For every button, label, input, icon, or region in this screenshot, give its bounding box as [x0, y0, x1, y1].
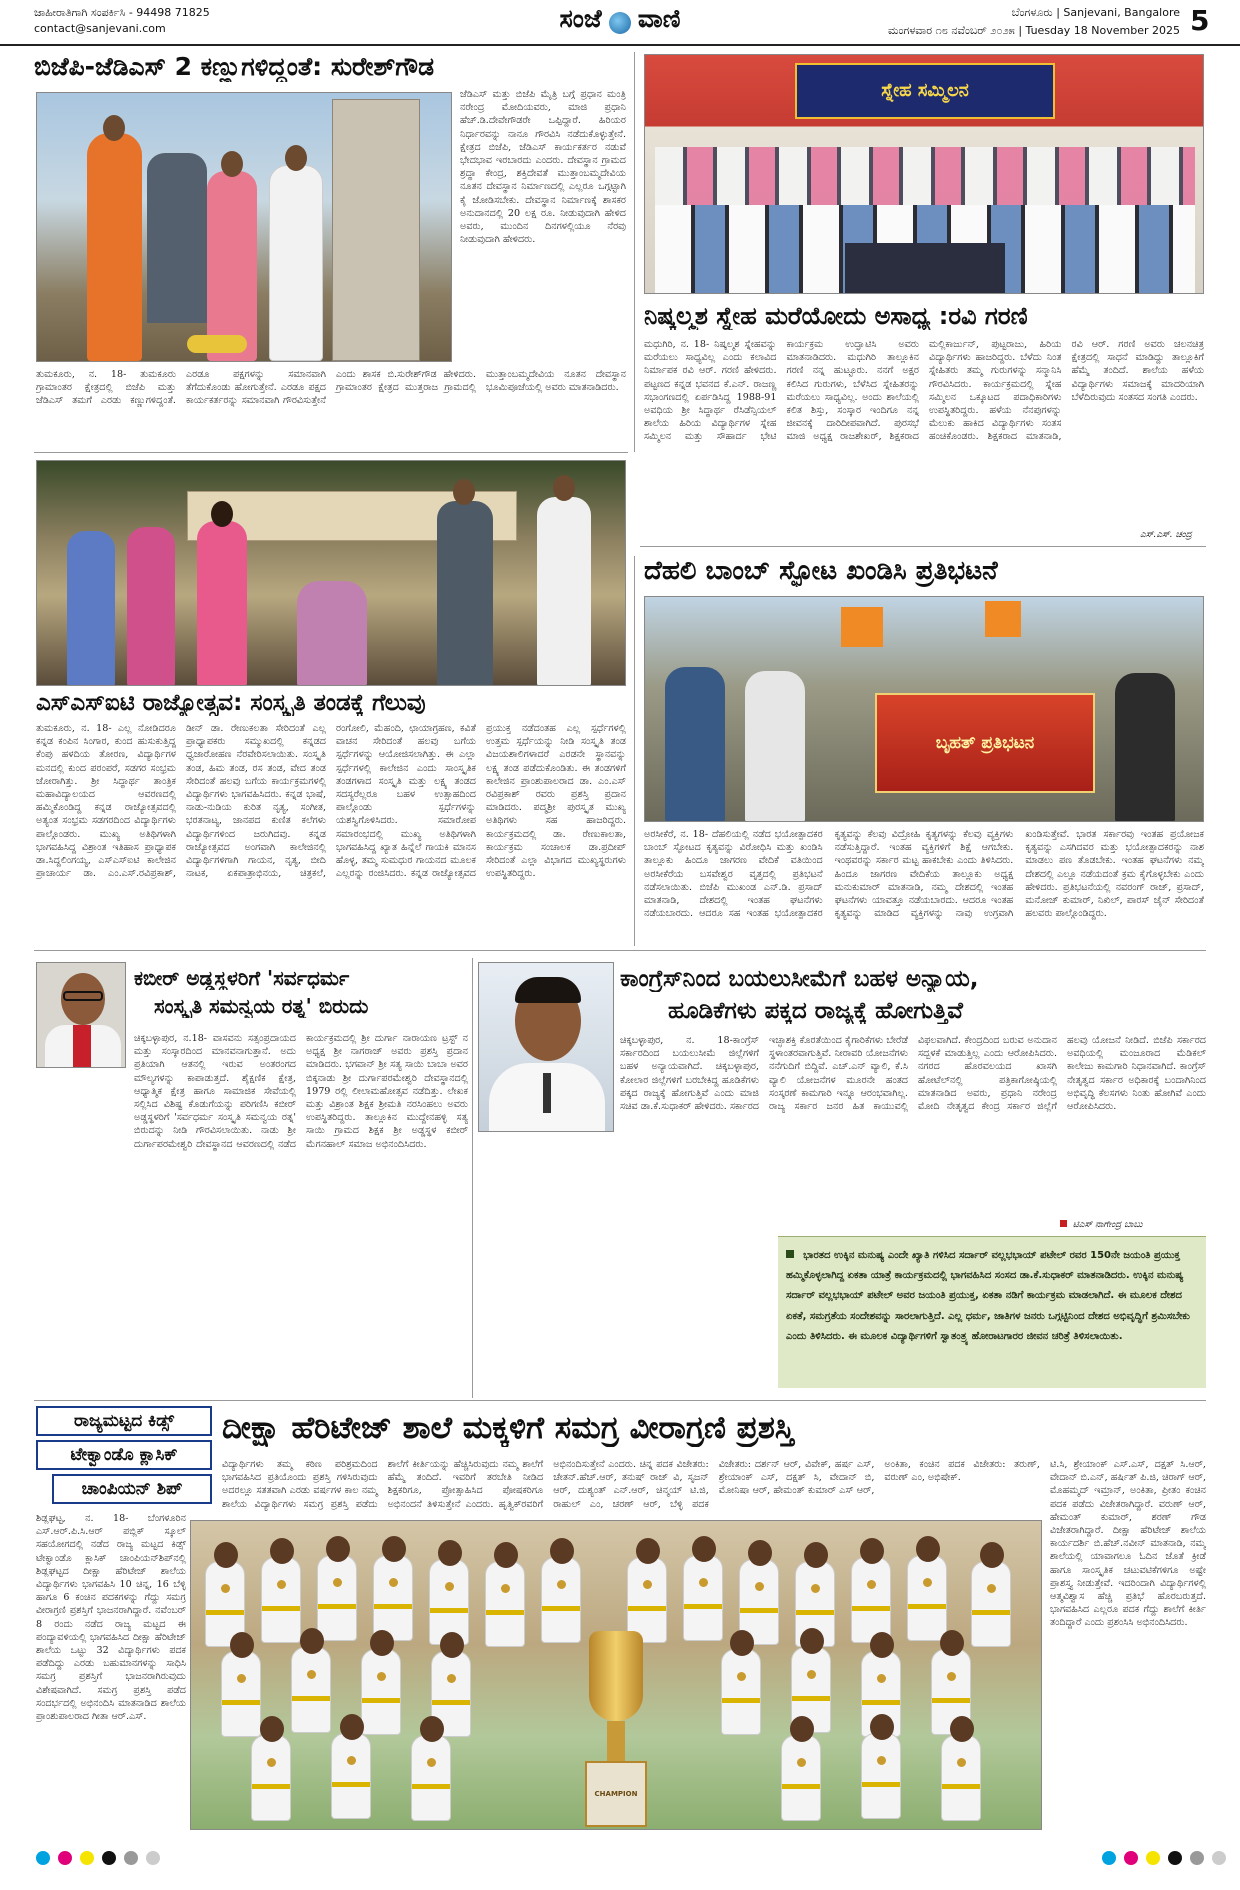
- article-1-headline: ಬಿಜೆಪಿ-ಜೆಡಿಎಸ್ 2 ಕಣ್ಣುಗಳಿದ್ದಂತೆ: ಸುರೇಶ್‌ಗೌಡ: [34, 52, 435, 81]
- woman-left-pink: [127, 527, 175, 686]
- reg-grey-dot-r1: [1190, 1851, 1204, 1865]
- saffron-flag-2: [985, 601, 1021, 637]
- saffron-flag-1: [841, 607, 883, 647]
- registration-marks-left: [36, 1850, 163, 1869]
- fruit-offering: [187, 335, 247, 353]
- temple-pillar: [332, 99, 420, 361]
- priest-figure: [87, 133, 142, 361]
- divider-mid-center: [634, 556, 635, 946]
- article-7-body-left: ಶಿಡ್ಲಘಟ್ಟ, ನ. 18- ಬೆಂಗಳೂರಿನ ಎಸ್.ಆರ್.ಪಿ.ಸಿ.ಆರ್ ಪಬ್ಲಿಕ್ ಸ್ಕೂಲ್ ಸಹಯೋಗದಲ್ಲಿ ನಡೆದ ರಾಜ್ಯ ಮಟ್ಟದ ಕಿಡ್ಸ್ ಟೇಕ್ವಾಂಡೊ ಕ್ಲಾಸಿಕ್ ಚಾಂಪಿಯನ್‌ಶಿಪ್‌ನಲ್ಲಿ ಶಿಡ್ಲಘಟ್ಟದ ದೀಕ್ಷಾ ಹೆರಿಟೇಜ್ ಶಾಲೆಯ ವಿದ್ಯಾರ್ಥಿಗಳು ಭಾಗವಹಿಸಿ 10 ಚಿನ್ನ, 16 ಬೆಳ್ಳಿ ಹಾಗೂ 6 ಕಂಚಿನ ಪದಕಗಳನ್ನು ಗೆದ್ದು ಸಮಗ್ರ ವೀರಾಗ್ರಣಿ ಪ್ರಶಸ್ತಿಗೆ ಭಾಜನರಾಗಿದ್ದಾರೆ. ನವೆಂಬರ್ 8 ರಂದು ನಡೆದ ರಾಜ್ಯ ಮಟ್ಟದ ಈ ಪಂದ್ಯಾವಳಿಯಲ್ಲಿ ಭಾಗವಹಿಸಿದ ದೀಕ್ಷಾ ಹೆರಿಟೇಜ್ ಶಾಲೆಯ ಒಟ್ಟು 32 ವಿದ್ಯಾರ್ಥಿಗಳು ಪದಕ ಪಡೆದಿದ್ದು ಎರಡು ಬಹುಮಾನಗಳನ್ನು ಸಾಧಿಸಿ ಸಮಗ್ರ ಪ್ರಶಸ್ತಿಗೆ ಭಾಜನರಾಗಿರುವುದು ವಿಶೇಷವಾಗಿದೆ. ಸಮಗ್ರ ಪ್ರಶಸ್ತಿ ಪಡೆದ ಸಂದರ್ಭದಲ್ಲಿ ಅಭಿನಂದಿಸಿ ಮಾತನಾಡಿದ ಶಾಲೆಯ ಪ್ರಾಂಶುಪಾಲರಾದ ಗೀತಾ ಆರ್.ಎಸ್.: [36, 1513, 186, 1723]
- article-6-portrait: [478, 962, 614, 1132]
- reg-cyan-dot: [36, 1851, 50, 1865]
- protester-vest: [745, 671, 805, 822]
- side-headline-2: ಟೇಕ್ವಾಂಡೊ ಕ್ಲಾಸಿಕ್: [36, 1440, 212, 1470]
- article-4-photo: [644, 596, 1204, 822]
- article-1-body-right: ಜೆಡಿಎಸ್ ಮತ್ತು ಬಿಜೆಪಿ ಮೈತ್ರಿ ಬಗ್ಗೆ ಪ್ರಧಾನ ಮಂತ್ರಿ ನರೇಂದ್ರ ಮೋದಿಯವರು, ಮಾಜಿ ಪ್ರಧಾನಿ ಹೆಚ್.ಡಿ.ದೇವೇಗೌಡರೇ ಒಪ್ಪಿದ್ದಾರೆ. ಹಿರಿಯರ ನಿರ್ಧಾರವನ್ನು ನಾನೂ ಗೌರವಿಸಿ ನಡೆದುಕೊಳ್ಳುತ್ತೇನೆ. ಕ್ಷೇತ್ರದ ಬಿಜೆಪಿ, ಜೆಡಿಎಸ್ ಕಾರ್ಯಕರ್ತರ ನಡುವೆ ಭೇದಭಾವ ಇರಬಾರದು ಎಂದರು. ದೇವಸ್ಥಾನ ಗ್ರಾಮದ ಶ್ರದ್ಧಾ ಕೇಂದ್ರ, ಶಕ್ತಿದೇವತೆ ಮುತ್ತಾಂಬಮ್ಮದೇವಿಯ ನೂತನ ದೇವಸ್ಥಾನ ನಿರ್ಮಾಣದಲ್ಲಿ ಎಲ್ಲರೂ ಒಗ್ಗಟ್ಟಾಗಿ ಕೈ ಜೋಡಿಸಬೇಕು. ದೇವಸ್ಥಾನ ನಿರ್ಮಾಣಕ್ಕೆ ಶಾಸಕರ ಅನುದಾನದಲ್ಲಿ 20 ಲಕ್ಷ ರೂ. ನೀಡುವುದಾಗಿ ಹೇಳಿದ ಅವರು, ಮುಂದಿನ ದಿನಗಳಲ್ಲಿಯೂ ನೆರವು ನೀಡುವುದಾಗಿ ಹೇಳಿದರು.: [460, 89, 626, 246]
- page-number: 5: [1190, 4, 1210, 37]
- date-line: ಮಂಗಳವಾರ ೧೮ ನವೆಂಬರ್ ೨೦೨೫ | Tuesday 18 November 2025: [888, 24, 1180, 37]
- city-name: ಬೆಂಗಳೂರು: [1011, 6, 1053, 19]
- logo-text-right: ವಾಣಿ: [637, 4, 681, 33]
- article-7-headline: ದೀಕ್ಷಾ ಹೆರಿಟೇಜ್ ಶಾಲೆ ಮಕ್ಕಳಿಗೆ ಸಮಗ್ರ ವೀರಾಗ್ರಣಿ ಪ್ರಶಸ್ತಿ: [222, 1410, 795, 1446]
- article-2-body: ಮಧುಗಿರಿ, ನ. 18- ನಿಷ್ಕಲ್ಮಶ ಸ್ನೇಹವನ್ನು ಮರೆಯಲು ಸಾಧ್ಯವಿಲ್ಲ ಎಂದು ಕಲಾವಿದ ನಿರ್ಮಾಪಕ ರವಿ ಆರ್. ಗರಣಿ ಹೇಳಿದರು. ಪಟ್ಟಣದ ಕನ್ನಡ ಭವನದ ಕೆ.ಎನ್. ರಾಜಣ್ಣ ಸಭಾಂಗಣದಲ್ಲಿ ಏರ್ಪಡಿಸಿದ್ದ 1988-91 ಅವಧಿಯ ಶ್ರೀ ಸಿದ್ಧಾರ್ಥ ರೆಸಿಡೆನ್ಸಿಯಲ್ ಶಾಲೆಯ ಹಿರಿಯ ವಿದ್ಯಾರ್ಥಿಗಳ ಸ್ನೇಹ ಸಮ್ಮಿಲನ ಮತ್ತು ಸೌಹಾರ್ದ ಭೇಟಿ ಕಾರ್ಯಕ್ರಮ ಉದ್ಘಾಟಿಸಿ ಅವರು ಮಾತನಾಡಿದರು. ಮಧುಗಿರಿ ತಾಲ್ಲೂಕಿನ ಗರಣಿ ನನ್ನ ಹುಟ್ಟೂರು. ನನಗೆ ಅಕ್ಷರ ಕಲಿಸಿದ ಗುರುಗಳು, ಬೆಳೆಸಿದ ಸ್ನೇಹಿತರನ್ನು ಮರೆಯಲು ಸಾಧ್ಯವಿಲ್ಲ. ಅಂದು ಶಾಲೆಯಲ್ಲಿ ಕಲಿತ ಶಿಸ್ತು, ಸಂಸ್ಕಾರ ಇಂದಿಗೂ ನನ್ನ ಜೀವನಕ್ಕೆ ದಾರಿದೀಪವಾಗಿದೆ. ಪುರಸಭೆ ಮಾಜಿ ಅಧ್ಯಕ್ಷ ರಾಜಶೇಖರ್, ಶಿಕ್ಷಕರಾದ ಮಲ್ಲಿಕಾರ್ಜುನ್, ಪುಟ್ಟರಾಜು, ಹಿರಿಯ ವಿದ್ಯಾರ್ಥಿಗಳು ಹಾಜರಿದ್ದರು. ಬೆಳೆದು ನಿಂತ ಸ್ನೇಹಿತರು ತಮ್ಮ ಗುರುಗಳನ್ನು ಸನ್ಮಾನಿಸಿ ಗೌರವಿಸಿದರು. ಕಾರ್ಯಕ್ರಮದಲ್ಲಿ ಸ್ನೇಹ ಸಮ್ಮಿಲನ ಒಕ್ಕೂಟದ ಪದಾಧಿಕಾರಿಗಳು ಉಪಸ್ಥಿತರಿದ್ದರು. ಹಳೆಯ ನೆನಪುಗಳನ್ನು ಮೆಲುಕು ಹಾಕಿದ ವಿದ್ಯಾರ್ಥಿಗಳು ಸಂತಸ ಹಂಚಿಕೊಂಡರು. ಶಿಕ್ಷಕರಾದ ಮಾತನಾಡಿ, ರವಿ ಆರ್. ಗರಣಿ ಅವರು ಚಲನಚಿತ್ರ ಕ್ಷೇತ್ರದಲ್ಲಿ ಸಾಧನೆ ಮಾಡಿದ್ದು ತಾಲ್ಲೂಕಿಗೆ ಹೆಮ್ಮೆ ತಂದಿದೆ. ಶಾಲೆಯ ಹಳೆಯ ವಿದ್ಯಾರ್ಥಿಗಳು ಸಮಾಜಕ್ಕೆ ಮಾದರಿಯಾಗಿ ಬೆಳೆದಿರುವುದು ಸಂತಸದ ಸಂಗತಿ ಎಂದರು.: [644, 339, 1204, 443]
- article-5-portrait: [36, 962, 126, 1068]
- priest-head: [103, 115, 125, 141]
- student-mid-3: [361, 1649, 401, 1735]
- man-white-head: [285, 145, 307, 171]
- speaker-hair: [515, 977, 581, 1003]
- woman-left-blue: [67, 531, 115, 686]
- edition-line: ಬೆಂಗಳೂರು | Sanjevani, Bangalore: [1011, 6, 1180, 19]
- reg-grey-dot-1: [124, 1851, 138, 1865]
- student-back-9: [683, 1555, 723, 1641]
- article-5-headline-1: ಕಬೀರ್ ಅಡ್ಡಸ್ಥಳರಿಗೆ 'ಸರ್ವಧರ್ಮ: [134, 966, 350, 990]
- article-6-headline-1: ಕಾಂಗ್ರೆಸ್‌ನಿಂದ ಬಯಲುಸೀಮೆಗೆ ಬಹಳ ಅನ್ಯಾಯ,: [620, 966, 979, 992]
- protester-left: [665, 667, 725, 822]
- article-1-body-bottom: ತುಮಕೂರು, ನ. 18- ತುಮಕೂರು ಗ್ರಾಮಾಂತರ ಕ್ಷೇತ್ರದಲ್ಲಿ ಬಿಜೆಪಿ ಮತ್ತು ಜೆಡಿಎಸ್ ತಮಗೆ ಎರಡು ಕಣ್ಣುಗಳಿದ್ದಂತೆ. ಎರಡೂ ಪಕ್ಷಗಳನ್ನು ಸಮಾನವಾಗಿ ತೆಗೆದುಕೊಂಡು ಹೋಗುತ್ತೇನೆ. ಎರಡೂ ಪಕ್ಷದ ಕಾರ್ಯಕರ್ತರನ್ನು ಸಮಾನವಾಗಿ ಗೌರವಿಸುತ್ತೇನೆ ಎಂದು ಶಾಸಕ ಬಿ.ಸುರೇಶ್‌ಗೌಡ ಹೇಳಿದರು. ಗ್ರಾಮಾಂತರ ಕ್ಷೇತ್ರದ ಮುತ್ತರಾಜ ಗ್ರಾಮದಲ್ಲಿ ಮುತ್ತಾಂಬಮ್ಮದೇವಿಯ ನೂತನ ದೇವಸ್ಥಾನ ಭೂಮಿಪೂಜೆಯಲ್ಲಿ ಅವರು ಮಾತನಾಡಿದರು.: [36, 369, 626, 407]
- article-7-body-right: ಟಿ.ಸಿ, ಶ್ರೇಯಾಂಕ್ ಎಸ್.ಎಸ್, ದಕ್ಷತ್ ಸಿ.ಆರ್, ವೇದಾನ್ ಬಿ.ಎನ್, ಹರ್ಷಿತ್ ಪಿ.ಜಿ, ಚಿರಾಗ್ ಆರ್, ಮೊಹಮ್ಮದ್ ಇಮ್ರಾನ್, ಅಂಕಿತಾ, ಪ್ರೀತಂ ಕಂಚಿನ ಪದಕ ಪಡೆದು ವಿಜೇತರಾಗಿದ್ದಾರೆ. ವರುಣ್ ಆರ್, ಹೇಮಂತ್ ಕುಮಾರ್, ಶರಣ್ ಗೌಡ ವಿಜೇತರಾಗಿದ್ದಾರೆ. ದೀಕ್ಷಾ ಹೆರಿಟೇಜ್ ಶಾಲೆಯ ಕಾರ್ಯದರ್ಶಿ ಬಿ.ಹೆಚ್.ನವೀನ್ ಮಾತನಾಡಿ, ನಮ್ಮ ಶಾಲೆಯಲ್ಲಿ ಯಾವಾಗಲೂ ಓದಿನ ಜೊತೆ ಕ್ರೀಡೆ ಹಾಗೂ ಸಾಂಸ್ಕೃತಿಕ ಚಟುವಟಿಕೆಗಳಿಗೂ ಅಷ್ಟೇ ಪ್ರಾಶಸ್ತ್ಯ ನೀಡುತ್ತೇವೆ. ಇದರಿಂದಾಗಿ ವಿದ್ಯಾರ್ಥಿಗಳಲ್ಲಿ ಆತ್ಮವಿಶ್ವಾಸ ಹೆಚ್ಚಿ ಪ್ರತಿಭೆ ಹೊರಬರುತ್ತದೆ. ಭಾಗವಹಿಸಿದ ಎಲ್ಲರೂ ಪದಕ ಗೆದ್ದು ಶಾಲೆಗೆ ಕೀರ್ತಿ ತಂದಿದ್ದಾರೆ ಎಂದು ಪ್ರಶಂಸಿಸಿ ಅಭಿನಂದಿಸಿದರು.: [1050, 1459, 1206, 1629]
- student-back-13: [907, 1555, 947, 1641]
- notice-text: ಭಾರತದ ಉಕ್ಕಿನ ಮನುಷ್ಯ ಎಂದೇ ಖ್ಯಾತಿ ಗಳಿಸಿದ ಸರ್ದಾರ್ ವಲ್ಲಭಭಾಯ್ ಪಟೇಲ್ ರವರ 150ನೇ ಜಯಂತಿ ಪ್ರಯುಕ್ತ ಹಮ್ಮಿಕೊಳ್ಳಲಾಗಿದ್ದ ಏಕತಾ ಯಾತ್ರೆ ಕಾರ್ಯಕ್ರಮದಲ್ಲಿ ಭಾಗವಹಿಸಿದ ಸಂಸದ ಡಾ.ಕೆ.ಸುಧಾಕರ್ ಮಾತನಾಡಿದರು. ಉಕ್ಕಿನ ಮನುಷ್ಯ ಸರ್ದಾರ್ ವಲ್ಲಭಭಾಯ್ ಪಟೇಲ್ ಅವರ ಜಯಂತಿ ಪ್ರಯುಕ್ತ, ಏಕತಾ ನಡಿಗೆ ಕಾರ್ಯಕ್ರಮ ಮಾಡಲಾಗಿದೆ. ಈ ಮೂಲಕ ದೇಶದ ಏಕತೆ, ಸಮಗ್ರತೆಯ ಸಂದೇಶವನ್ನು ಸಾರಲಾಗುತ್ತಿದೆ. ಎಲ್ಲ ಧರ್ಮ, ಜಾತಿಗಳ ಜನರು ಒಗ್ಗಟ್ಟಿನಿಂದ ದೇಶದ ಅಭಿವೃದ್ಧಿಗೆ ಶ್ರಮಿಸಬೇಕು ಎಂದು ತಿಳಿಸಿದರು. ಈ ಮೂಲಕ ವಿದ್ಯಾರ್ಥಿಗಳಿಗೆ ಸ್ವಾತಂತ್ರ್ಯ ಹೋರಾಟಗಾರರ ಜೀವನ ಚರಿತ್ರೆ ತಿಳಿಸಲಾಯಿತು.: [786, 1250, 1190, 1342]
- event-banner: [795, 63, 1055, 119]
- woman-saree-1: [197, 521, 247, 686]
- man-grey-head: [453, 479, 475, 505]
- student-front-5: [861, 1733, 901, 1819]
- article-7-group-photo: [190, 1520, 1042, 1830]
- notice-square-icon: [786, 1250, 794, 1258]
- article-1-photo: [36, 92, 452, 362]
- woman-seated: [297, 581, 367, 686]
- globe-icon: [609, 12, 631, 34]
- article-2-byline: ಎಸ್.ಎಸ್. ಚಂದ್ರ: [1140, 530, 1192, 540]
- article-2-photo: [644, 54, 1204, 294]
- man-white-right-head: [553, 475, 575, 501]
- man-grey-shirt: [437, 501, 493, 686]
- banner-text: ಸ್ನೇಹ ಸಮ್ಮಿಲನ: [881, 80, 969, 101]
- reg-cyan-dot-r: [1102, 1851, 1116, 1865]
- man-white-shirt: [269, 165, 323, 361]
- protest-banner: [875, 693, 1095, 793]
- reg-grey-dot-r2: [1212, 1851, 1226, 1865]
- article-3-body: ತುಮಕೂರು, ನ. 18- ಎಲ್ಲ ನೋಡಿದರೂ ಕನ್ನಡ ಕಂಪಿನ ಸಿಂಗಾರ, ಕುಂದ ಹುಸುಕುತ್ತಿದ್ದ ಕೆಂಪು ಹಳದಿಯ ತೋರಣ, ವಿದ್ಯಾರ್ಥಿಗಳ ಮನದಲ್ಲಿ ಕುಂದ ಪರಂಪರೆ, ಸಡಗರ ಸಂಭ್ರಮ ಜೋರಾಗಿತ್ತು. ಶ್ರೀ ಸಿದ್ಧಾರ್ಥ ತಾಂತ್ರಿಕ ಮಹಾವಿದ್ಯಾಲಯದ ಆವರಣದಲ್ಲಿ ಹಮ್ಮಿಕೊಂಡಿದ್ದ ಕನ್ನಡ ರಾಜ್ಯೋತ್ಸವದಲ್ಲಿ ಅತ್ಯಂತ ಸಂಭ್ರಮ ಸಡಗರದಿಂದ ವಿದ್ಯಾರ್ಥಿಗಳು ಪಾಲ್ಗೊಂಡರು. ಮುಖ್ಯ ಅತಿಥಿಗಳಾಗಿ ಭಾಗವಹಿಸಿದ್ದ ವಿಶ್ರಾಂತ ಇತಿಹಾಸ ಪ್ರಾಧ್ಯಾಪಕ ಡಾ.ಸಿದ್ದಲಿಂಗಯ್ಯ, ಎಸ್‌ಎಸ್‌ಐಟಿ ಕಾಲೇಜಿನ ಪ್ರಾಚಾರ್ಯ ಡಾ. ಎಂ.ಎಸ್.ರವಿಪ್ರಕಾಶ್, ಡೀನ್ ಡಾ. ರೇಣುಕಲತಾ ಸೇರಿದಂತೆ ಎಲ್ಲ ಪ್ರಾಧ್ಯಾಪಕರು ಸಮ್ಮುಖದಲ್ಲಿ ಕನ್ನಡದ ಧ್ವಜಾರೋಹಣ ನೆರವೇರಿಸಲಾಯಿತು. ಸಂಸ್ಕೃತಿ ತಂಡ, ಹಿಮ ತಂಡ, ರಸ ತಂಡ, ವೇದ ತಂಡ ಸೇರಿದಂತೆ ಹಲವು ಬಗೆಯ ಕಾರ್ಯಕ್ರಮಗಳಲ್ಲಿ ವಿದ್ಯಾರ್ಥಿಗಳು ಭಾಗವಹಿಸಿದರು. ಕನ್ನಡ ಭಾಷೆ, ನಾಡು-ನುಡಿಯ ಕುರಿತ ನೃತ್ಯ, ಸಂಗೀತ, ಭರತನಾಟ್ಯ, ಜಾನಪದ ಕುಣಿತ ಕಲೆಗಳು ವಿದ್ಯಾರ್ಥಿಗಳಿಂದ ಜರುಗಿದವು. ಕನ್ನಡ ರಾಜ್ಯೋತ್ಸವದ ಅಂಗವಾಗಿ ಕಾಲೇಜಿನಲ್ಲಿ ವಿದ್ಯಾರ್ಥಿಗಳಿಗಾಗಿ ಗಾಯನ, ನೃತ್ಯ, ಬೀದಿ ನಾಟಕ, ಏಕಪಾತ್ರಾಭಿನಯ, ಚಿತ್ರಕಲೆ, ರಂಗೋಲಿ, ಮೆಹಂದಿ, ಛಾಯಾಗ್ರಹಣ, ಕವಿತೆ ವಾಚನ ಸೇರಿದಂತೆ ಹಲವು ಬಗೆಯ ಸ್ಪರ್ಧೆಗಳನ್ನು ಆಯೋಜಿಸಲಾಗಿತ್ತು. ಈ ಎಲ್ಲಾ ಸ್ಪರ್ಧೆಗಳಲ್ಲಿ ಕಾಲೇಜಿನ ಎಂದು ಸಾಂಸ್ಕೃತಿಕ ತಂಡಗಳಾದ ಸಂಸ್ಕೃತಿ ಮತ್ತು ಲಕ್ಷ್ಯ ತಂಡದ ಸದಸ್ಯರೆಲ್ಲರೂ ಬಹಳ ಉತ್ಸಾಹದಿಂದ ಪಾಲ್ಗೊಂಡು ಸ್ಪರ್ಧೆಗಳನ್ನು ಯಶಸ್ವಿಗೊಳಿಸಿದರು. ಸಮಾರೋಪ ಸಮಾರಂಭದಲ್ಲಿ ಮುಖ್ಯ ಅತಿಥಿಗಳಾಗಿ ಭಾಗವಹಿಸಿದ್ದ ಖ್ಯಾತ ಹಿನ್ನೆಲೆ ಗಾಯಕಿ ಮಾನಸ ಹೊಳ್ಳ, ತಮ್ಮ ಸುಮಧುರ ಗಾಯನದ ಮೂಲಕ ಎಲ್ಲರನ್ನು ರಂಜಿಸಿದರು. ಕನ್ನಡ ರಾಜ್ಯೋತ್ಸವದ ಪ್ರಯುಕ್ತ ನಡೆದಂತಹ ಎಲ್ಲ ಸ್ಪರ್ಧೆಗಳಲ್ಲಿ ಉತ್ತಮ ಸ್ಪರ್ಧೆಯನ್ನು ನೀಡಿ ಸಂಸ್ಕೃತಿ ತಂಡ ವಿಜಯಶಾಲಿಗಳಾದರೆ ಎರಡನೇ ಸ್ಥಾನವನ್ನು ಲಕ್ಷ್ಯ ತಂಡ ಪಡೆದುಕೊಂಡಿತು. ಈ ತಂಡಗಳಿಗೆ ಕಾಲೇಜಿನ ಪ್ರಾಂಶುಪಾಲರಾದ ಡಾ. ಎಂ.ಎಸ್ ರವಿಪ್ರಕಾಶ್ ರವರು ಪ್ರಶಸ್ತಿ ಪ್ರದಾನ ಮಾಡಿದರು. ಪದ್ಮಶ್ರೀ ಪುರಸ್ಕೃತ ಮುಖ್ಯ ಅತಿಥಿಗಳು ಸಹ ಹಾಜರಿದ್ದರು. ಕಾರ್ಯಕ್ರಮದಲ್ಲಿ ಡಾ. ರೇಣುಕಾಲತಾ, ಕಾರ್ಯಕ್ರಮ ಸಂಚಾಲಕ ಡಾ.ಪ್ರದೀಪ್ ಸೇರಿದಂತೆ ಎಲ್ಲಾ ವಿಭಾಗದ ಮುಖ್ಯಸ್ಥರುಗಳು ಉಪಸ್ಥಿತರಿದ್ದರು.: [36, 723, 626, 880]
- reg-black-dot: [102, 1851, 116, 1865]
- student-mid-1: [221, 1651, 261, 1737]
- logo-text-left: ಸಂಜೆ: [559, 4, 602, 33]
- article-6-byline-text: ಟಿಎಸ್ ನಾಗೇಂದ್ರ ಬಾಬು: [1072, 1220, 1143, 1230]
- man-pink-shirt: [207, 171, 257, 361]
- divider-a2-a4: [640, 546, 1206, 547]
- reg-yellow-dot-r: [1146, 1851, 1160, 1865]
- student-front-3: [411, 1735, 451, 1821]
- article-7-body-top: ವಿದ್ಯಾರ್ಥಿಗಳು ತಮ್ಮ ಕಠಿಣ ಪರಿಶ್ರಮದಿಂದ ಭಾಗವಹಿಸಿದ ಪ್ರತಿಯೊಂದು ಪ್ರಶಸ್ತಿ ಗಳಿಸಿರುವುದು ಅದರಲ್ಲೂ ಸತತವಾಗಿ ಎರಡು ವರ್ಷಗಳ ಕಾಲ ನಮ್ಮ ಶಾಲೆಯ ವಿದ್ಯಾರ್ಥಿಗಳು ಸಮಗ್ರ ಪ್ರಶಸ್ತಿ ಪಡೆದು ಶಾಲೆಗೆ ಕೀರ್ತಿಯನ್ನು ಹೆಚ್ಚಿಸಿರುವುದು ನಮ್ಮ ಶಾಲೆಗೆ ಹೆಮ್ಮೆ ತಂದಿದೆ. ಇವರಿಗೆ ತರಬೇತಿ ನೀಡಿದ ಶಿಕ್ಷಕರಿಗೂ, ಪ್ರೋತ್ಸಾಹಿಸಿದ ಪೋಷಕರಿಗೂ ಅಭಿನಂದನೆ ತಿಳಿಸುತ್ತೇನೆ ಎಂದರು. ಹೃತ್ವಿಕ್‌ರವರಿಗೆ ಅಭಿನಂದಿಸುತ್ತೇನೆ ಎಂದರು. ಚಿನ್ನ ಪದಕ ವಿಜೇತರು: ಚೇತನ್.ಹೆಚ್.ಆರ್, ತನುಷ್ ರಾಜ್ ವಿ, ಸೃಜನ್ ಆರ್, ದುಶ್ಯಂತ್ ಎನ್.ಆರ್, ಚಿನ್ಮಯ್ ಟಿ.ಜಿ, ರಾಹುಲ್ ಎಂ, ಚರಣ್ ಆರ್, ಬೆಳ್ಳಿ ಪದಕ ವಿಜೇತರು: ದರ್ಶನ್ ಆರ್, ವಿವೇಕ್, ಹರ್ಷ ಎಸ್, ಶ್ರೇಯಾಂಕ್ ಎಸ್, ದಕ್ಷತ್ ಸಿ, ವೇದಾನ್ ಬಿ, ಮೋನಿಷಾ ಆರ್, ಹೇಮಂತ್ ಕುಮಾರ್ ಎಸ್ ಆರ್, ಅಂಕಿತಾ, ಕಂಚಿನ ಪದಕ ವಿಜೇತರು: ತರುಣ್, ವರುಣ್ ಎಂ, ಅಭಿಷೇಕ್.: [222, 1459, 1040, 1510]
- side-headline-1: ರಾಜ್ಯಮಟ್ಟದ ಕಿಡ್ಸ್: [36, 1406, 212, 1436]
- divider-top-center: [634, 52, 635, 452]
- article-3-headline: ಎಸ್‌ಎಸ್‌ಐಟಿ ರಾಜ್ಯೋತ್ಸವ: ಸಂಸ್ಕೃತಿ ತಂಡಕ್ಕೆ ಗೆಲುವು: [36, 690, 426, 716]
- article-3-photo: [36, 460, 626, 686]
- newspaper-logo: [530, 4, 710, 40]
- student-back-4: [373, 1555, 413, 1641]
- article-6-byline: [1060, 1220, 1142, 1230]
- student-front-4: [781, 1735, 821, 1821]
- student-mid-5: [721, 1649, 761, 1735]
- student-back-6: [485, 1561, 525, 1647]
- protester-right: [1115, 673, 1175, 822]
- reg-magenta-dot-r: [1124, 1851, 1138, 1865]
- side-headline-3: ಚಾಂಪಿಯನ್ ಶಿಪ್: [52, 1474, 212, 1504]
- student-mid-2: [291, 1647, 331, 1733]
- reg-magenta-dot: [58, 1851, 72, 1865]
- reg-black-dot-r: [1168, 1851, 1182, 1865]
- article-5-body: ಚಿಕ್ಕಬಳ್ಳಾಪುರ, ನ.18- ವಾಸವನು ಸತ್ಸಂಪ್ರದಾಯದ ಮತ್ತು ಸಂಸ್ಕಾರದಿಂದ ಮಾನವನಾಗುತ್ತಾನೆ. ಅದು ಪ್ರತಿಯಾಗಿ ಆತನಲ್ಲಿ ಇರುವ ಅಂತರಂಗದ ಮೌಲ್ಯಗಳನ್ನು ಕಾಪಾಡುತ್ತದೆ. ಶೈಕ್ಷಣಿಕ ಕ್ಷೇತ್ರ, ಆಧ್ಯಾತ್ಮಿಕ ಕ್ಷೇತ್ರ ಹಾಗೂ ಸಾಮಾಜಿಕ ಸೇವೆಯಲ್ಲಿ ಸಲ್ಲಿಸಿದ ವಿಶಿಷ್ಟ ಕೊಡುಗೆಯನ್ನು ಪರಿಗಣಿಸಿ ಕಬೀರ್ ಅಡ್ಡಸ್ಥಳರಿಗೆ 'ಸರ್ವಧರ್ಮ ಸಂಸ್ಕೃತಿ ಸಮನ್ವಯ ರತ್ನ' ಬಿರುದನ್ನು ನೀಡಿ ಗೌರವಿಸಲಾಯಿತು. ನಾಡು ಶ್ರೀ ದುರ್ಗಾಪರಮೇಶ್ವರಿ ದೇವಸ್ಥಾನದ ಆವರಣದಲ್ಲಿ ನಡೆದ ಕಾರ್ಯಕ್ರಮದಲ್ಲಿ ಶ್ರೀ ದುರ್ಗಾ ನಾರಾಯಣ ಟ್ರಸ್ಟ್ ನ ಅಧ್ಯಕ್ಷ ಶ್ರೀ ನಾಗರಾಜ್ ಅವರು ಪ್ರಶಸ್ತಿ ಪ್ರದಾನ ಮಾಡಿದರು. ಭಗವಾನ್ ಶ್ರೀ ಸತ್ಯ ಸಾಯಿ ಬಾಬಾ ಅವರ ಬಿಕ್ಕನಾಡು ಶ್ರೀ ದುರ್ಗಾಪರಮೇಶ್ವರಿ ದೇವಸ್ಥಾನದಲ್ಲಿ 1979 ರಲ್ಲಿ ಲೀಲಾಮಹೋತ್ಸವ ನಡೆದಿತ್ತು. ಲೇಖಕ ಮತ್ತು ವಿಶ್ರಾಂತ ಶಿಕ್ಷಕ ಶ್ರೀಮತಿ ನರಸಿಂಹಲು ಅವರು ಉಪಸ್ಥಿತರಿದ್ದರು. ತಾಲ್ಲೂಕಿನ ಮುದ್ದೇನಹಳ್ಳಿ ಸತ್ಯ ಸಾಯಿ ಗ್ರಾಮದ ಶಿಕ್ಷಕ ಶ್ರೀ ಅಡ್ಡಸ್ಥಳ ಕಬೀರ್ ಮೆಗನಹಾಲ್ ಸಮಾಜ ಅಭಿನಂದಿಸಿದರು.: [134, 1033, 468, 1150]
- reg-grey-dot-2: [146, 1851, 160, 1865]
- protest-banner-text: ಬೃಹತ್ ಪ್ರತಿಭಟನ: [935, 733, 1035, 753]
- article-5-body-left-col: [36, 1074, 126, 1392]
- student-front-1: [251, 1735, 291, 1821]
- microphone-icon: [543, 1073, 551, 1113]
- trophy-icon: [581, 1631, 651, 1827]
- trophy-label: CHAMPION: [594, 1790, 638, 1798]
- date-kannada: ಮಂಗಳವಾರ ೧೮ ನವೆಂಬರ್ ೨೦೨೫: [888, 24, 1015, 37]
- student-back-14: [971, 1561, 1011, 1647]
- article-6-body: ಚಿಕ್ಕಬಳ್ಳಾಪುರ, ನ. 18-ಕಾಂಗ್ರೆಸ್ ಸರ್ಕಾರದಿಂದ ಬಯಲುಸೀಮೆ ಜಿಲ್ಲೆಗಳಿಗೆ ಬಹಳ ಅನ್ಯಾಯವಾಗಿದೆ. ಚಿಕ್ಕಬಳ್ಳಾಪುರ, ಕೋಲಾರ ಜಿಲ್ಲೆಗಳಿಗೆ ಬರಬೇಕಿದ್ದ ಹೂಡಿಕೆಗಳು ಪಕ್ಕದ ರಾಜ್ಯಕ್ಕೆ ಹೋಗುತ್ತಿವೆ ಎಂದು ಮಾಜಿ ಸಚಿವ ಡಾ.ಕೆ.ಸುಧಾಕರ್ ಹೇಳಿದರು. ಸರ್ಕಾರದ ಇಚ್ಛಾಶಕ್ತಿ ಕೊರತೆಯಿಂದ ಕೈಗಾರಿಕೆಗಳು ಬೇರೆಡೆ ಸ್ಥಳಾಂತರವಾಗುತ್ತಿವೆ. ನೀರಾವರಿ ಯೋಜನೆಗಳು ನನೆಗುದಿಗೆ ಬಿದ್ದಿವೆ. ಎಚ್.ಎನ್ ವ್ಯಾಲಿ, ಕೆ.ಸಿ ವ್ಯಾಲಿ ಯೋಜನೆಗಳ ಮೂರನೇ ಹಂತದ ಸಂಸ್ಕರಣೆ ಕಾಮಗಾರಿ ಇನ್ನೂ ಆರಂಭವಾಗಿಲ್ಲ. ರಾಜ್ಯ ಸರ್ಕಾರ ಜನರ ಹಿತ ಕಾಯುವಲ್ಲಿ ವಿಫಲವಾಗಿದೆ. ಕೇಂದ್ರದಿಂದ ಬರುವ ಅನುದಾನ ಸದ್ಬಳಕೆ ಮಾಡುತ್ತಿಲ್ಲ ಎಂದು ಆರೋಪಿಸಿದರು. ನಗರದ ಹೊರವಲಯದ ಖಾಸಗಿ ಹೋಟೆಲ್‌ನಲ್ಲಿ ಪತ್ರಿಕಾಗೋಷ್ಠಿಯಲ್ಲಿ ಮಾತನಾಡಿದ ಅವರು, ಪ್ರಧಾನಿ ನರೇಂದ್ರ ಮೋದಿ ನೇತೃತ್ವದ ಕೇಂದ್ರ ಸರ್ಕಾರ ಜಿಲ್ಲೆಗೆ ಹಲವು ಯೋಜನೆ ನೀಡಿದೆ. ಬಿಜೆಪಿ ಸರ್ಕಾರದ ಅವಧಿಯಲ್ಲಿ ಮಂಜೂರಾದ ಮೆಡಿಕಲ್ ಕಾಲೇಜು ಕಾಮಗಾರಿ ನಿಧಾನವಾಗಿದೆ. ಕಾಂಗ್ರೆಸ್ ನೇತೃತ್ವದ ಸರ್ಕಾರ ಅಧಿಕಾರಕ್ಕೆ ಬಂದಾಗಿನಿಂದ ಅಭಿವೃದ್ಧಿ ಕೆಲಸಗಳು ನಿಂತು ಹೋಗಿವೆ ಎಂದು ಆರೋಪಿಸಿದರು.: [620, 1035, 1206, 1113]
- article-4-headline: ದೆಹಲಿ ಬಾಂಬ್ ಸ್ಫೋಟ ಖಂಡಿಸಿ ಪ್ರತಿಭಟನೆ: [644, 556, 998, 586]
- woman-1-head: [211, 501, 233, 527]
- divider-a1-a3: [34, 452, 628, 453]
- student-back-2: [261, 1557, 301, 1643]
- divider-a5-a6: [472, 958, 473, 1398]
- man-white-right: [537, 497, 591, 686]
- article-7-side-headline-box: [36, 1406, 212, 1506]
- man-pink-head: [221, 151, 243, 177]
- registration-marks-right: [1102, 1850, 1229, 1869]
- student-front-6: [941, 1735, 981, 1821]
- article-6-headline-2: ಹೂಡಿಕೆಗಳು ಪಕ್ಕದ ರಾಜ್ಯಕ್ಕೆ ಹೋಗುತ್ತಿವೆ: [668, 998, 963, 1024]
- masthead: [0, 0, 1240, 46]
- reg-yellow-dot: [80, 1851, 94, 1865]
- student-back-3: [317, 1555, 357, 1641]
- contact-email: contact@sanjevani.com: [34, 22, 166, 35]
- edition-name: Sanjevani, Bangalore: [1063, 6, 1180, 19]
- crowd-bg: [147, 153, 207, 323]
- article-6-notice-box: [778, 1236, 1206, 1388]
- trophy-base: [585, 1761, 647, 1827]
- article-2-headline: ನಿಷ್ಕಲ್ಮಶ ಸ್ನೇಹ ಮರೆಯೋದು ಅಸಾಧ್ಯ :ರವಿ ಗರಣಿ: [644, 302, 1028, 330]
- student-front-2: [331, 1733, 371, 1819]
- byline-marker-icon: [1060, 1220, 1067, 1227]
- trophy-stem: [607, 1721, 625, 1761]
- date-english: Tuesday 18 November 2025: [1025, 24, 1180, 37]
- trophy-cup: [589, 1631, 643, 1721]
- divider-lower-full: [34, 1400, 1206, 1401]
- article-4-body: ಅರಸೀಕೆರೆ, ನ. 18- ದೆಹಲಿಯಲ್ಲಿ ನಡೆದ ಭಯೋತ್ಪಾದಕರ ಬಾಂಬ್ ಸ್ಫೋಟದ ಕೃತ್ಯವನ್ನು ವಿರೋಧಿಸಿ ಮತ್ತು ಖಂಡಿಸಿ ತಾಲ್ಲೂಕು ಹಿಂದೂ ಜಾಗರಣ ವೇದಿಕೆ ವತಿಯಿಂದ ಅರಸೀಕೆರೆಯ ಬಸವೇಶ್ವರ ವೃತ್ತದಲ್ಲಿ ಪ್ರತಿಭಟನೆ ನಡೆಸಲಾಯಿತು. ಬಿಜೆಪಿ ಮುಖಂಡ ಎನ್.ಡಿ. ಪ್ರಸಾದ್ ಮಾತನಾಡಿ, ದೇಶದಲ್ಲಿ ಇಂತಹ ಘಟನೆಗಳು ನಡೆಯಬಾರದು. ಆದರೂ ಸಹ ಇಂತಹ ಭಯೋತ್ಪಾದಕರ ಕೃತ್ಯವನ್ನು ಕೆಲವು ವಿದ್ರೋಹಿ ಕೃತ್ಯಗಳನ್ನು ಕೆಲವು ವ್ಯಕ್ತಿಗಳು ನಡೆಸುತ್ತಿದ್ದಾರೆ. ಇಂತಹ ವ್ಯಕ್ತಿಗಳಿಗೆ ಶಿಕ್ಷೆ ಆಗಬೇಕು. ಇಂಥವರನ್ನು ಸರ್ಕಾರ ಮಟ್ಟ ಹಾಕಬೇಕು ಎಂದು ತಿಳಿಸಿದರು. ಹಿಂದೂ ಜಾಗರಣ ವೇದಿಕೆಯ ತಾಲ್ಲೂಕು ಅಧ್ಯಕ್ಷ ಮನುಕುಮಾರ್ ಮಾತನಾಡಿ, ನಮ್ಮ ದೇಶದಲ್ಲಿ ಇಂತಹ ಘಟನೆಗಳು ಯಾವತ್ತೂ ನಡೆಯಬಾರದು. ಆದರೂ ಇಂತಹ ಕೃತ್ಯವನ್ನು ಮಾಡಿದ ವ್ಯಕ್ತಿಗಳನ್ನು ನಾವು ಉಗ್ರವಾಗಿ ಖಂಡಿಸುತ್ತೇವೆ. ಭಾರತ ಸರ್ಕಾರವು ಇಂತಹ ಪ್ರಯೋಜಕ ಕೃತ್ಯವನ್ನು ಎಸಗಿದವರ ಮತ್ತು ಭಯೋತ್ಪಾದಕರನ್ನು ನಾಶ ಮಾಡಲು ಪಣ ತೊಡಬೇಕು. ಇಂತಹ ಘಟನೆಗಳು ನಮ್ಮ ದೇಶದಲ್ಲಿ ಎಲ್ಲೂ ನಡೆಯದಂತೆ ಕ್ರಮ ಕೈಗೊಳ್ಳಬೇಕು ಎಂದು ಹೇಳಿದರು. ಪ್ರತಿಭಟನೆಯಲ್ಲಿ ನವರಂಗ್ ರಾಜ್, ಪ್ರಸಾದ್, ಮನೋಜ್ ಕುಮಾರ್, ನಿಖಿಲ್, ಪಾರಸ್ ಜೈನ್ ಸೇರಿದಂತೆ ಹಲವರು ಪಾಲ್ಗೊಂಡಿದ್ದರು.: [644, 829, 1204, 920]
- article-6-body-left-col: [478, 1136, 614, 1392]
- ad-contact-line: ಜಾಹೀರಾತಿಗಾಗಿ ಸಂಪರ್ಕಿಸಿ - 94498 71825: [34, 6, 210, 19]
- portrait-shawl: [73, 1025, 91, 1068]
- divider-mid-full: [34, 950, 1206, 951]
- article-5-headline-2: ಸಂಸ್ಕೃತಿ ಸಮನ್ವಯ ರತ್ನ' ಬಿರುದು: [154, 994, 369, 1018]
- portrait-spectacles: [63, 991, 103, 1001]
- student-back-7: [541, 1557, 581, 1643]
- student-back-12: [851, 1557, 891, 1643]
- table-cloth: [845, 243, 1005, 293]
